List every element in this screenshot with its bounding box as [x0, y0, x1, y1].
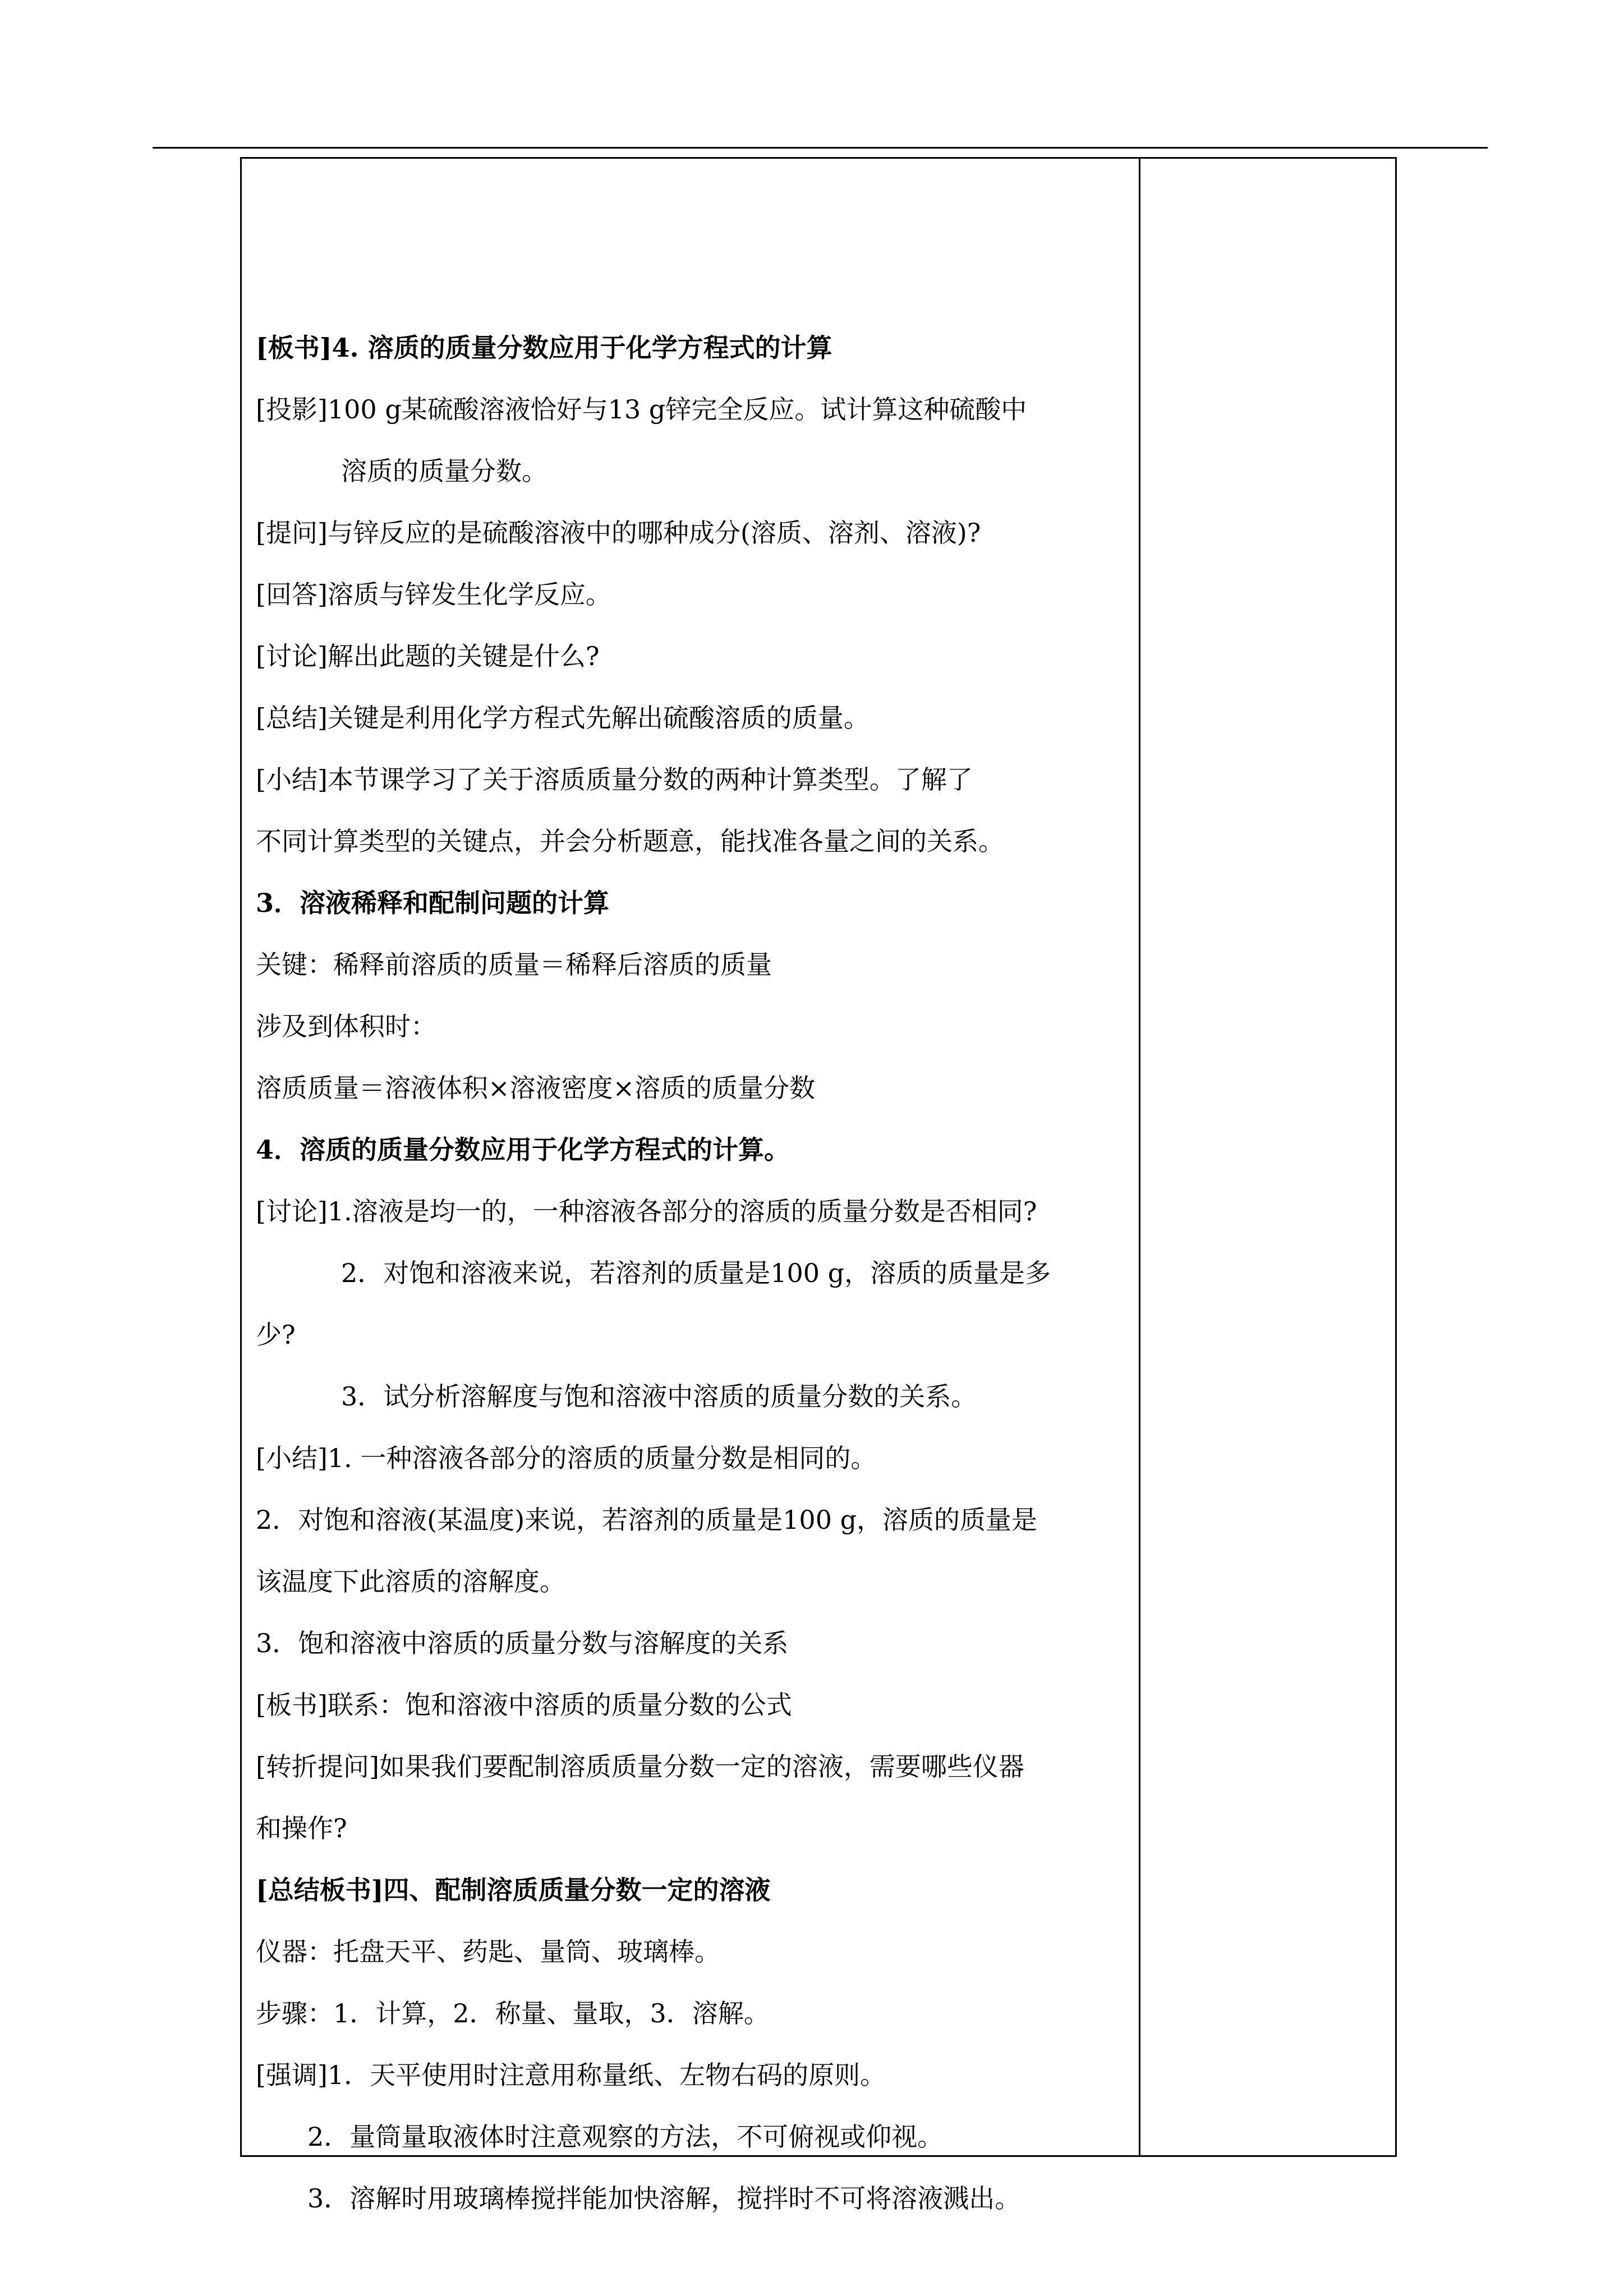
- text-line: 3．溶液稀释和配制问题的计算: [256, 888, 610, 918]
- text-line: [讨论]解出此题的关键是什么?: [256, 641, 600, 671]
- text-line: 少?: [256, 1320, 296, 1350]
- text-line: 3．溶解时用玻璃棒搅拌能加快溶解，搅拌时不可将溶液溅出。: [307, 2183, 1021, 2214]
- text-line: [板书]4. 溶质的质量分数应用于化学方程式的计算: [256, 333, 832, 363]
- text-line: [强调]1．天平使用时注意用称量纸、左物右码的原则。: [256, 2060, 886, 2090]
- text-line: 2．量筒量取液体时注意观察的方法，不可俯视或仰视。: [307, 2122, 944, 2152]
- text-line: 仪器：托盘天平、药匙、量筒、玻璃棒。: [256, 1937, 720, 1967]
- text-line: 溶质质量＝溶液体积×溶液密度×溶质的质量分数: [256, 1073, 816, 1103]
- text-line: [小结]本节课学习了关于溶质质量分数的两种计算类型。了解了: [256, 764, 973, 795]
- text-line: 该温度下此溶质的溶解度。: [256, 1566, 565, 1597]
- text-line: [转折提问]如果我们要配制溶质质量分数一定的溶液，需要哪些仪器: [256, 1751, 1024, 1782]
- content-cell: [240, 157, 1139, 2214]
- text-line: 2．对饱和溶液来说，若溶剂的质量是100 g，溶质的质量是多: [341, 1258, 1051, 1288]
- text-line: [总结]关键是利用化学方程式先解出硫酸溶质的质量。: [256, 703, 869, 733]
- text-line: 步骤：1．计算，2．称量、量取，3．溶解。: [256, 1998, 770, 2028]
- text-line: 3．饱和溶液中溶质的质量分数与溶解度的关系: [256, 1628, 789, 1658]
- text-line: [讨论]1.溶液是均一的，一种溶液各部分的溶质的质量分数是否相同?: [256, 1196, 1037, 1227]
- text-line: [回答]溶质与锌发生化学反应。: [256, 579, 611, 610]
- text-line: 4．溶质的质量分数应用于化学方程式的计算。: [256, 1135, 790, 1165]
- text-line: 3．试分析溶解度与饱和溶液中溶质的质量分数的关系。: [341, 1381, 977, 1412]
- text-line: 不同计算类型的关键点，并会分析题意，能找准各量之间的关系。: [256, 826, 1004, 856]
- text-line: 溶质的质量分数。: [341, 456, 548, 486]
- text-line: 2．对饱和溶液(某温度)来说，若溶剂的质量是100 g，溶质的质量是: [256, 1505, 1038, 1535]
- text-line: [小结]1. 一种溶液各部分的溶质的质量分数是相同的。: [256, 1443, 877, 1473]
- text-line: [投影]100 g某硫酸溶液恰好与13 g锌完全反应。试计算这种硫酸中: [256, 394, 1027, 425]
- text-line: [总结板书]四、配制溶质质量分数一定的溶液: [256, 1875, 771, 1905]
- text-line: 关键：稀释前溶质的质量＝稀释后溶质的质量: [256, 949, 772, 980]
- text-line: 和操作?: [256, 1813, 347, 1843]
- text-line: 涉及到体积时：: [256, 1011, 436, 1041]
- notes-cell: [1140, 157, 1395, 2157]
- text-line: [提问]与锌反应的是硫酸溶液中的哪种成分(溶质、溶剂、溶液)?: [256, 518, 981, 548]
- header-rule: [153, 147, 1488, 149]
- text-line: [板书]联系：饱和溶液中溶质的质量分数的公式: [256, 1690, 792, 1720]
